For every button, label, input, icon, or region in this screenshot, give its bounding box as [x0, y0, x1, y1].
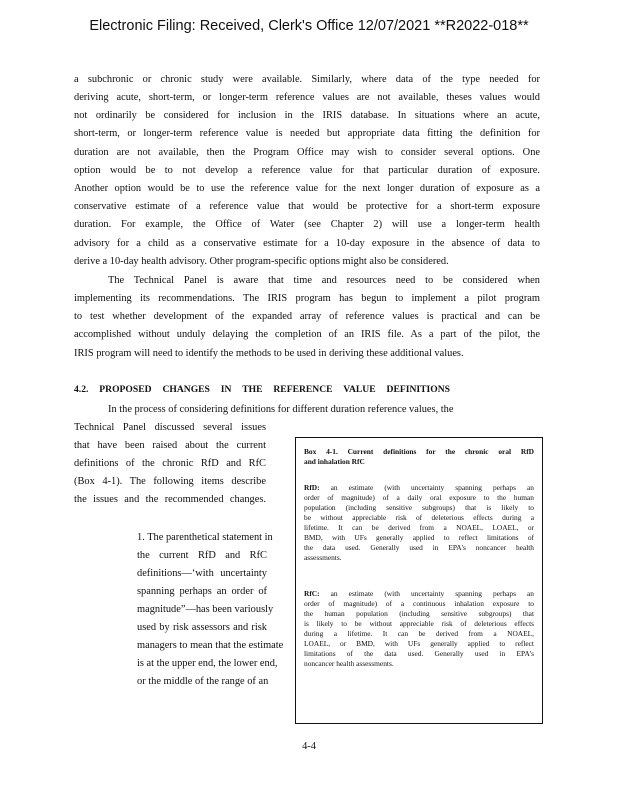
paragraph3-line: the issues and the recommended changes.	[74, 494, 266, 505]
paragraph2-line: IRIS program will need to identify the methods to be used in deriving these additional values.	[74, 348, 464, 359]
rfd-definition-line: the data used. Generally used in EPA's noncancer health	[304, 543, 534, 552]
list-item-line: managers to mean that the estimate	[137, 640, 284, 651]
list-item-line: magnitude”—has been variously	[137, 604, 274, 615]
list-item-line: or the middle of the range of an	[137, 676, 269, 687]
paragraph1-line: option would be to not develop a reference value for that particular duration of exposure.	[74, 165, 540, 176]
box-title: Box 4-1. Current definitions for the chronic oral RfD	[304, 447, 534, 456]
paragraph2-line: accomplished without unduly delaying the completion of an IRIS file. As a part of the pilot, the	[74, 329, 540, 340]
rfd-definition-line: population (including sensitive subgroups) that is likely to	[304, 503, 534, 512]
paragraph2-line: The Technical Panel is aware that time and resources need to be considered when	[108, 275, 540, 286]
rfc-definition-line: is likely to be without appreciable risk of deleterious effects	[304, 619, 534, 628]
box-title: and inhalation RfC	[304, 457, 365, 466]
paragraph1-line: Another option would be to use the reference value for the next longer duration of exposure as a	[74, 183, 540, 194]
rfd-definition-line: RfD: an estimate (with uncertainty spanning perhaps an	[304, 483, 534, 492]
rfd-definition-line: order of magnitude) of a daily oral exposure to the human	[304, 493, 534, 502]
rfc-definition-line: RfC: an estimate (with uncertainty spanning perhaps an	[304, 589, 534, 598]
rfd-definition-line: lifetime. It can be derived from a NOAEL, LOAEL, or	[304, 523, 534, 532]
rfc-definition-line: during a lifetime. It can be derived from a NOAEL,	[304, 629, 534, 638]
list-item-line: definitions—‘with uncertainty	[137, 568, 267, 579]
rfc-label: RfC:	[304, 589, 320, 598]
rfd-definition-line: assessments.	[304, 553, 342, 562]
paragraph3-line: Technical Panel discussed several issues	[74, 422, 266, 433]
paragraph1-line: not ordinarily be considered for inclusion in the IRIS database. In situations where an acute,	[74, 110, 540, 121]
paragraph1-line: duration are not available, then the Program Office may wish to consider several options. One	[74, 147, 540, 158]
paragraph2-line: to test whether development of the expanded array of reference values is practical and can be	[74, 311, 540, 322]
paragraph1-line: advisory for a child as a conservative estimate for a 10-day exposure in the absence of data to	[74, 238, 540, 249]
paragraph3-line: that have been raised about the current	[74, 440, 266, 451]
rfc-definition-line: noncancer health assessments.	[304, 659, 394, 668]
paragraph1-line: deriving acute, short-term, or longer-term reference values are not available, theses values would	[74, 92, 540, 103]
list-item-line: 1. The parenthetical statement in	[137, 532, 273, 543]
rfd-definition-line: BMD, with UFs generally applied to reflect limitations of	[304, 533, 534, 542]
rfc-definition-line: LOAEL, or BMD, with UFs generally applied to reflect	[304, 639, 534, 648]
rfd-label: RfD:	[304, 483, 320, 492]
paragraph2-line: implementing its recommendations. The IRIS program has begun to implement a pilot program	[74, 293, 540, 304]
paragraph1-line: duration. For example, the Office of Water (see Chapter 2) will use a longer-term health	[74, 219, 540, 230]
list-item-line: the current RfD and RfC	[137, 550, 267, 561]
page-number: 4-4	[302, 741, 316, 752]
list-item-line: is at the upper end, the lower end,	[137, 658, 278, 669]
section-heading: 4.2. PROPOSED CHANGES IN THE REFERENCE VALUE DEFINITIONS	[74, 384, 450, 395]
filing-header: Electronic Filing: Received, Clerk's Office 12/07/2021 **R2022-018**	[89, 18, 529, 34]
paragraph1-line: a subchronic or chronic study were available. Similarly, where data of the type needed for	[74, 74, 540, 85]
paragraph3-line: definitions of the chronic RfD and RfC	[74, 458, 266, 469]
list-item-line: used by risk assessors and risk	[137, 622, 267, 633]
rfc-definition-line: the human population (including sensitive subgroups) that	[304, 609, 534, 618]
paragraph3-line: (Box 4-1). The following items describe	[74, 476, 266, 487]
paragraph1-line: derive a 10-day health advisory. Other program-specific options might also be considered.	[74, 256, 449, 267]
list-item-line: spanning perhaps an order of	[137, 586, 267, 597]
rfd-definition-line: be without appreciable risk of deleterious effects during a	[304, 513, 534, 522]
paragraph3-line: In the process of considering definitions for different duration reference values, the	[108, 404, 454, 415]
rfc-definition-line: limitations of the data used. Generally used in EPA's	[304, 649, 534, 658]
paragraph1-line: short-term, or longer-term reference value is needed but appropriate data fitting the definition for	[74, 128, 540, 139]
paragraph1-line: conservative estimate of a reference value that would be protective for a short-term exposure	[74, 201, 540, 212]
definitions-box	[295, 437, 543, 724]
rfc-definition-line: order of magnitude) of a continuous inhalation exposure to	[304, 599, 534, 608]
